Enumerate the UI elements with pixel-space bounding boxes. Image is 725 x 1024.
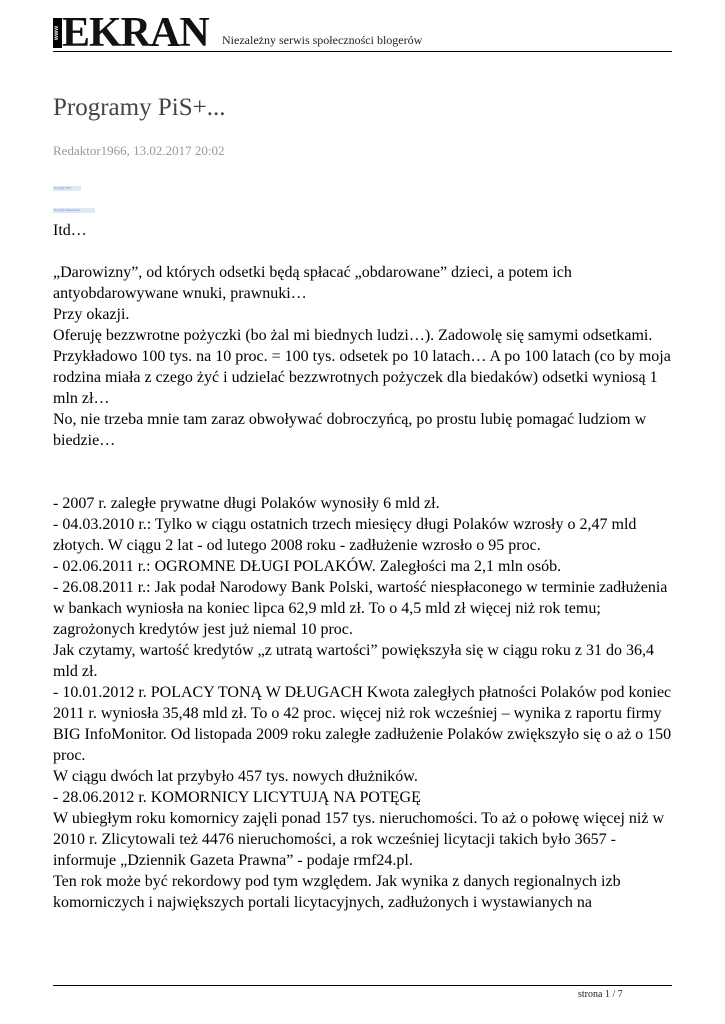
body-paragraph: - 2007 r. zaległe prywatne długi Polaków wynosiły 6 mld zł. (53, 495, 440, 512)
article-meta: Redaktor1966, 13.02.2017 20:02 (53, 143, 225, 158)
article-title: Programy PiS+... (53, 94, 226, 121)
paragraph-gap (53, 241, 675, 262)
page-number: strona 1 / 7 (578, 989, 623, 1000)
site-tagline: Niezależny serwis społeczności blogerów (222, 33, 423, 47)
body-paragraph: Itd… (53, 222, 87, 239)
body-paragraph: - 26.08.2011 r.: Jak podał Narodowy Bank Polski, wartość niespłaconego w terminie zadłużenia w bankach wyniosła na koniec lipca 62,9 mld zł. To o 4,5 mld zł więcej niż rok temu; zagrożonych kredytów jest już niemal 10 proc. (53, 579, 668, 638)
program-mieszkanie-thumbnail[interactable]: Program Mieszkanie+ (53, 208, 95, 213)
header-divider (53, 51, 672, 52)
logo-www-tag: www (53, 18, 62, 48)
body-paragraph: Oferuję bezzwrotne pożyczki (bo żal mi biednych ludzi…). Zadowolę się samymi odsetkami. Przykładowo 100 tys. na 10 proc. = 100 tys. odsetek po 10 latach… A po 100 latach (co by moja rodzina miała z czego żyć i udzielać bezzwrotnych pożyczek dla biedaków) odsetki wyniosą 1 mln zł… (53, 327, 671, 407)
body-paragraph: W ubiegłym roku komornicy zajęli ponad 157 tys. nieruchomości. To aż o połowę więcej niż w 2010 r. Zlicytowali też 4476 nieruchomości, a rok wcześniej licytacji takich było 3657 - informuje „Dziennik Gazeta Prawna” - podaje rmf24.pl. (53, 810, 665, 869)
body-paragraph: Jak czytamy, wartość kredytów „z utratą wartości” powiększyła się w ciągu roku z 31 do 36,4 mld zł. (53, 642, 654, 680)
body-paragraph: Przy okazji. (53, 306, 130, 323)
body-paragraph: - 28.06.2012 r. KOMORNICY LICYTUJĄ NA POTĘGĘ (53, 789, 421, 806)
body-paragraph: - 04.03.2010 r.: Tylko w ciągu ostatnich trzech miesięcy długi Polaków wzrosły o 2,47 mld złotych. W ciągu 2 lat - od lutego 2008 roku - zadłużenie wzrosło o 95 proc. (53, 516, 637, 554)
body-paragraph: W ciągu dwóch lat przybyło 457 tys. nowych dłużników. (53, 768, 418, 785)
body-paragraph: Ten rok może być rekordowy pod tym względem. Jak wynika z danych regionalnych izb komorniczych i największych portali licytacyjnych, zadłużonych i wystawianych na (53, 873, 621, 911)
section-gap (53, 451, 675, 493)
logo-text: EKRAN (62, 10, 209, 56)
article-body (53, 220, 675, 913)
program-500-thumbnail[interactable]: Program 500+ (53, 186, 81, 191)
body-paragraph: - 10.01.2012 r. POLACY TONĄ W DŁUGACH Kwota zaległych płatności Polaków pod koniec 2011 r. wyniosła 35,48 mld zł. To o 42 proc. więcej niż rok wcześniej – wynika z raportu firmy BIG InfoMonitor. Od listopada 2009 roku zaległe zadłużenie Polaków zwiększyło się o aż o 150 proc. (53, 684, 672, 764)
body-paragraph: „Darowizny”, od których odsetki będą spłacać „obdarowane” dzieci, a potem ich antyobdarowywane wnuki, prawnuki… (53, 264, 572, 302)
body-paragraph: No, nie trzeba mnie tam zaraz obwoływać dobroczyńcą, po prostu lubię pomagać ludziom w biedzie… (53, 411, 647, 449)
body-paragraph: - 02.06.2011 r.: OGROMNE DŁUGI POLAKÓW. Zaległości ma 2,1 mln osób. (53, 558, 562, 575)
footer-divider (53, 985, 672, 986)
